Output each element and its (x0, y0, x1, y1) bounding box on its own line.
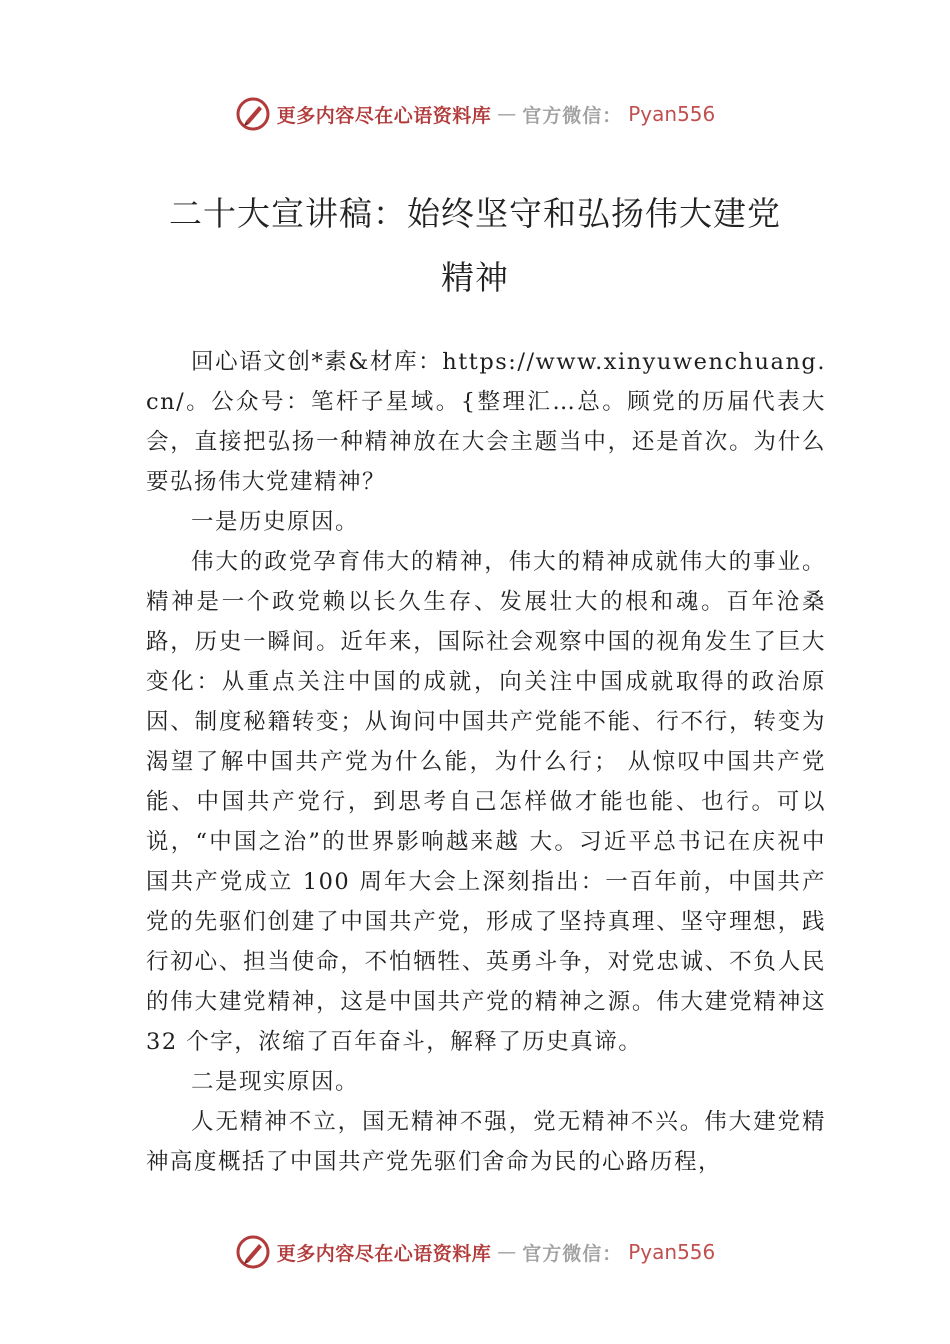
section-heading-history: 一是历史原因。 (191, 509, 360, 535)
document-body (146, 342, 826, 1182)
footer-watermark-banner (0, 1232, 950, 1272)
pen-seal-logo-icon (235, 1234, 271, 1270)
paragraph-reality: 人无精神不立，国无精神不强，党无精神不兴。伟大建党精神高度概括了中国共产党先驱们舍命为民的心路历程， (146, 1109, 826, 1175)
title-line-1: 二十大宣讲稿：始终坚守和弘扬伟大建党 (169, 194, 781, 233)
banner-promo-text: 更多内容尽在心语资料库 (276, 1242, 492, 1265)
banner-wechat-id: Pyan556 (628, 102, 716, 126)
section-heading-reality: 二是现实原因。 (191, 1069, 360, 1095)
header-watermark-banner (0, 94, 950, 134)
paragraph-history: 伟大的政党孕育伟大的精神，伟大的精神成就伟大的事业。精神是一个政党赖以长久生存、发展壮大的根和魂。百年沧桑路，历史一瞬间。近年来，国际社会观察中国的视角发生了巨大变化：从重点关注中国的成就，向关注中国成就取得的政治原因、制度秘籍转变；从询问中国共产党能不能、行不行，转变为渴望了解中国共产党为什么能，为什么行； 从惊叹中国共产党能、中国共产党行，到思考自己怎样做才能也能、也行。可以说，“中国之治”的世界影响越来越 大。习近平总书记在庆祝中国共产党成立 100 周年大会上深刻指出：一百年前，中国共产党的先驱们创建了中国共产党，形成了坚持真理、坚守理想，践行初心、担当使命，不怕牺牲、英勇斗争，对党忠诚、不负人民的伟大建党精神，这是中国共产党的精神之源。伟大建党精神这 32 个字，浓缩了百年奋斗，解释了历史真谛。 (146, 549, 826, 1055)
paragraph-intro: 回心语文创*素&材库：https://www.xinyuwenchuang.cn/。公众号：笔杆子星域。{整理汇…总。顾党的历届代表大会，直接把弘扬一种精神放在大会主题当中，还是首次。为什么要弘扬伟大党建精神？ (146, 349, 826, 495)
title-line-2: 精神 (441, 258, 509, 297)
banner-separator: — (497, 1241, 517, 1263)
banner-separator: — (497, 103, 517, 125)
document-title (100, 182, 850, 310)
banner-promo-text: 更多内容尽在心语资料库 (276, 104, 492, 127)
banner-wechat-label: 官方微信： (522, 1242, 623, 1265)
banner-wechat-id: Pyan556 (628, 1240, 716, 1264)
pen-seal-logo-icon (235, 96, 271, 132)
banner-wechat-label: 官方微信： (522, 104, 623, 127)
